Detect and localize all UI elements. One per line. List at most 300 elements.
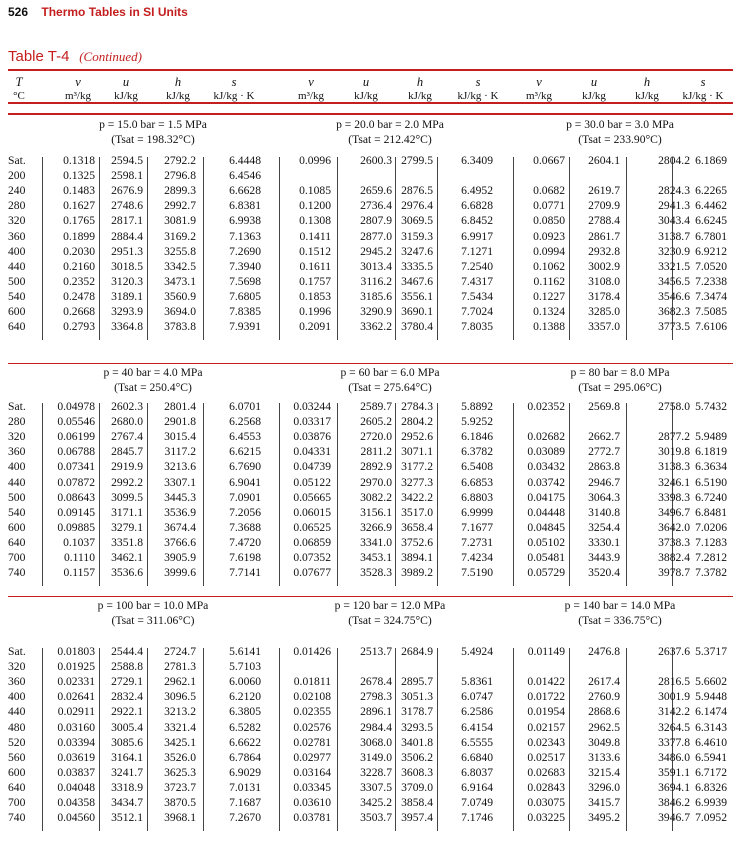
temperature-cell: Sat. <box>8 645 26 658</box>
table-cell: 6.3805 <box>229 705 261 719</box>
table-cell: 3215.4 <box>588 765 620 779</box>
table-cell: 6.4448 <box>229 154 261 167</box>
table-cell: 3415.7 <box>588 796 620 809</box>
col-header-unit: m³/kg <box>526 90 552 102</box>
table-cell: 2884.4 <box>111 229 143 243</box>
table-cell: 7.3474 <box>695 289 727 303</box>
table-cell: 7.7024 <box>461 305 493 318</box>
temperature-cell: 740 <box>8 566 26 580</box>
table-cell: 3133.6 <box>588 750 620 764</box>
table-cell: 0.04739 <box>293 460 331 474</box>
table-cell: 3321.5 <box>658 259 690 273</box>
table-cell: 0.03345 <box>293 780 331 794</box>
table-rule <box>8 102 733 104</box>
table-cell: 6.3409 <box>461 154 493 167</box>
table-cell: 2788.4 <box>588 214 620 228</box>
table-cell: 0.03619 <box>57 750 95 764</box>
col-header-symbol: u <box>590 75 598 89</box>
table-cell: 6.7864 <box>229 750 261 764</box>
table-cell: 3425.1 <box>164 735 196 749</box>
section-rule <box>8 363 733 364</box>
table-cell: 0.03317 <box>293 415 331 429</box>
table-cell: 3071.1 <box>401 445 433 459</box>
table-cell: 2877.0 <box>360 229 392 243</box>
table-cell: 3517.0 <box>401 505 433 519</box>
table-cell: 0.04048 <box>57 780 95 794</box>
table-cell: 0.1110 <box>63 551 95 564</box>
col-header-symbol: v <box>75 75 81 89</box>
table-cell: 3049.8 <box>588 735 620 749</box>
table-cell: 2678.4 <box>360 675 392 689</box>
table-cell: 6.0747 <box>461 690 493 704</box>
table-cell: 0.2091 <box>299 320 331 334</box>
section-caption-tsat: (Tsat = 233.90°C) <box>578 133 662 146</box>
table-cell: 3241.7 <box>111 765 143 779</box>
table-cell: 0.02683 <box>527 765 565 779</box>
table-cell: 3422.2 <box>401 490 433 504</box>
table-cell: 3999.6 <box>164 566 196 580</box>
table-cell: 7.5434 <box>461 289 493 303</box>
table-cell: 2951.3 <box>111 244 143 258</box>
table-cell: 2876.5 <box>401 184 433 198</box>
table-cell: 0.1062 <box>533 259 565 273</box>
table-cell: 0.05665 <box>293 490 331 504</box>
temperature-cell: 360 <box>8 675 26 689</box>
temperature-cell: 280 <box>8 415 26 429</box>
table-cell: 3858.4 <box>401 796 433 809</box>
table-cell: 3142.2 <box>658 705 690 719</box>
table-cell: 5.8892 <box>461 400 493 413</box>
table-cell: 2617.4 <box>588 675 620 689</box>
table-cell: 6.1474 <box>695 705 727 719</box>
table-cell: 0.02517 <box>527 750 565 764</box>
temperature-cell: 640 <box>8 320 26 334</box>
table-cell: 0.1899 <box>63 229 95 243</box>
table-cell: 2970.0 <box>360 475 392 489</box>
table-cell: 3357.0 <box>588 320 620 334</box>
table-cell: 0.05546 <box>57 415 95 429</box>
table-cell: 0.1200 <box>299 199 331 213</box>
table-cell: 3870.5 <box>164 796 196 809</box>
table-cell: 0.03225 <box>527 811 565 825</box>
table-cell: 7.1363 <box>229 229 261 243</box>
table-cell: 0.03075 <box>527 796 565 809</box>
table-cell: 3752.6 <box>401 535 433 549</box>
section-caption-pressure: p = 140 bar = 14.0 MPa <box>564 599 676 612</box>
table-cell: 2767.4 <box>111 430 143 444</box>
table-cell: 3285.0 <box>588 305 620 318</box>
table-cell: 2952.6 <box>401 430 433 444</box>
table-cell: 2602.3 <box>111 400 143 413</box>
table-cell: 6.9917 <box>461 229 493 243</box>
table-cell: 0.03160 <box>57 720 95 734</box>
table-cell: 7.2731 <box>461 535 493 549</box>
table-cell: 3503.7 <box>360 811 392 825</box>
table-cell: 2772.7 <box>588 445 620 459</box>
table-cell: 2984.4 <box>360 720 392 734</box>
table-cell: 2662.7 <box>588 430 620 444</box>
table-cell: 2816.5 <box>658 675 690 689</box>
table-cell: 3254.4 <box>588 520 620 534</box>
table-cell: 2899.3 <box>164 184 196 198</box>
table-cell: 3377.8 <box>658 735 690 749</box>
section-rule <box>8 596 733 597</box>
table-cell: 7.1677 <box>461 520 493 534</box>
table-cell: 7.1283 <box>695 535 727 549</box>
table-cell: 2476.8 <box>588 645 620 658</box>
table-cell: 0.01722 <box>527 690 565 704</box>
table-cell: 3723.7 <box>164 780 196 794</box>
table-cell: 0.1483 <box>63 184 95 198</box>
section-caption-pressure: p = 40 bar = 4.0 MPa <box>103 366 203 379</box>
table-cell: 3434.7 <box>111 796 143 809</box>
table-cell: 2946.7 <box>588 475 620 489</box>
table-cell: 2962.5 <box>588 720 620 734</box>
table-cell: 3978.7 <box>658 566 690 580</box>
temperature-cell: 700 <box>8 551 26 564</box>
table-cell: 0.06199 <box>57 430 95 444</box>
table-cell: 6.6853 <box>461 475 493 489</box>
table-cell: 2729.1 <box>111 675 143 689</box>
table-cell: 7.6198 <box>229 551 261 564</box>
table-cell: 3085.6 <box>111 735 143 749</box>
book-title: Thermo Tables in SI Units <box>41 5 188 19</box>
table-cell: 7.2056 <box>229 505 261 519</box>
table-cell: 2932.8 <box>588 244 620 258</box>
table-cell: 0.01149 <box>527 645 565 658</box>
table-cell: 3591.1 <box>658 765 690 779</box>
temperature-cell: 400 <box>8 690 26 704</box>
table-cell: 3473.1 <box>164 274 196 288</box>
col-header-unit: kJ/kg <box>582 90 606 102</box>
temperature-cell: 320 <box>8 660 26 674</box>
table-cell: 0.1162 <box>533 274 565 288</box>
table-cell: 0.1627 <box>63 199 95 213</box>
table-cell: 2868.6 <box>588 705 620 719</box>
table-cell: 2804.2 <box>401 415 433 429</box>
table-cell: 3213.2 <box>164 705 196 719</box>
table-cell: 0.04448 <box>527 505 565 519</box>
table-cell: 3362.2 <box>360 320 392 334</box>
table-cell: 7.5190 <box>461 566 493 580</box>
table-cell: 3351.8 <box>111 535 143 549</box>
table-cell: 0.03432 <box>527 460 565 474</box>
table-cell: 3138.7 <box>658 229 690 243</box>
col-header-unit: kJ/kg <box>166 90 190 102</box>
table-cell: 0.1308 <box>299 214 331 228</box>
col-header-symbol: s <box>231 75 237 89</box>
table-cell: 6.4546 <box>229 169 261 183</box>
temperature-cell: 520 <box>8 735 26 749</box>
table-cell: 7.5698 <box>229 274 261 288</box>
table-cell: 0.03781 <box>293 811 331 825</box>
table-cell: 6.8326 <box>695 780 727 794</box>
table-cell: 3335.5 <box>401 259 433 273</box>
table-cell: 7.2540 <box>461 259 493 273</box>
table-cell: 2801.4 <box>164 400 196 413</box>
table-cell: 5.9252 <box>461 415 493 429</box>
section-caption-tsat: (Tsat = 295.06°C) <box>578 381 662 394</box>
table-rule <box>8 113 733 115</box>
table-cell: 0.01803 <box>57 645 95 658</box>
table-cell: 0.1512 <box>299 244 331 258</box>
table-cell: 7.8385 <box>229 305 261 318</box>
table-cell: 0.05481 <box>527 551 565 564</box>
table-cell: 3164.1 <box>111 750 143 764</box>
table-cell: 7.1271 <box>461 244 493 258</box>
table-cell: 3536.9 <box>164 505 196 519</box>
table-cell: 3321.4 <box>164 720 196 734</box>
temperature-cell: 640 <box>8 535 26 549</box>
table-cell: 3189.1 <box>111 289 143 303</box>
table-cell: 2811.2 <box>360 445 392 459</box>
table-cell: 7.0520 <box>695 259 727 273</box>
table-cell: 3608.3 <box>401 765 433 779</box>
table-cell: 7.2690 <box>229 244 261 258</box>
table-cell: 6.8381 <box>229 199 261 213</box>
table-cell: 0.08643 <box>57 490 95 504</box>
table-cell: 2637.6 <box>658 645 690 658</box>
table-cell: 5.9448 <box>695 690 727 704</box>
temperature-cell: Sat. <box>8 154 26 167</box>
table-cell: 3213.6 <box>164 460 196 474</box>
table-cell: 3177.2 <box>401 460 433 474</box>
table-cell: 7.7141 <box>229 566 261 580</box>
table-cell: 2962.1 <box>164 675 196 689</box>
table-cell: 3051.3 <box>401 690 433 704</box>
table-cell: 0.01925 <box>57 660 95 674</box>
table-cell: 6.9041 <box>229 475 261 489</box>
table-cell: 2976.4 <box>401 199 433 213</box>
table-cell: 6.8803 <box>461 490 493 504</box>
table-cell: 6.6840 <box>461 750 493 764</box>
table-cell: 6.7801 <box>695 229 727 243</box>
table-cell: 6.9212 <box>695 244 727 258</box>
table-cell: 0.0996 <box>299 154 331 167</box>
table-cell: 3228.7 <box>360 765 392 779</box>
temperature-cell: 360 <box>8 229 26 243</box>
table-cell: 0.03089 <box>527 445 565 459</box>
table-cell: 3456.5 <box>658 274 690 288</box>
table-cell: 6.8037 <box>461 765 493 779</box>
table-cell: 2796.8 <box>164 169 196 183</box>
section-caption-tsat: (Tsat = 336.75°C) <box>578 614 662 627</box>
table-cell: 0.1996 <box>299 305 331 318</box>
table-cell: 3178.4 <box>588 289 620 303</box>
temperature-cell: 480 <box>8 720 26 734</box>
table-cell: 2600.3 <box>360 154 392 167</box>
table-cell: 0.1757 <box>299 274 331 288</box>
table-cell: 6.7240 <box>695 490 727 504</box>
col-header-symbol: h <box>643 75 651 89</box>
table-cell: 6.5408 <box>461 460 493 474</box>
temperature-cell: 400 <box>8 244 26 258</box>
table-cell: 6.5941 <box>695 750 727 764</box>
temperature-cell: 600 <box>8 520 26 534</box>
table-cell: 0.2793 <box>63 320 95 334</box>
table-cell: 3709.0 <box>401 780 433 794</box>
table-cell: 3694.0 <box>164 305 196 318</box>
table-cell: 0.02576 <box>293 720 331 734</box>
table-cell: 6.3782 <box>461 445 493 459</box>
temperature-cell: 500 <box>8 274 26 288</box>
col-header-unit: kJ/kg <box>354 90 378 102</box>
table-cell: 2680.0 <box>111 415 143 429</box>
temperature-cell: 400 <box>8 460 26 474</box>
table-cell: 2684.9 <box>401 645 433 658</box>
section-caption-tsat: (Tsat = 275.64°C) <box>348 381 432 394</box>
table-cell: 0.1765 <box>63 214 95 228</box>
table-cell: 6.6828 <box>461 199 493 213</box>
table-cell: 0.0771 <box>533 199 565 213</box>
table-cell: 6.6622 <box>229 735 261 749</box>
table-cell: 3005.4 <box>111 720 143 734</box>
table-cell: 0.1411 <box>299 229 331 243</box>
table-cell: 7.4317 <box>461 274 493 288</box>
table-cell: 0.02911 <box>57 705 95 719</box>
table-cell: 3255.8 <box>164 244 196 258</box>
table-cell: 0.0850 <box>533 214 565 228</box>
table-cell: 2832.4 <box>111 690 143 704</box>
col-header-unit: m³/kg <box>65 90 91 102</box>
table-cell: 0.02641 <box>57 690 95 704</box>
table-cell: 7.8035 <box>461 320 493 334</box>
temperature-cell: 440 <box>8 259 26 273</box>
table-cell: 6.0701 <box>229 400 261 413</box>
table-cell: 2824.3 <box>658 184 690 198</box>
table-cell: 2941.3 <box>658 199 690 213</box>
table-rule <box>8 69 733 71</box>
table-cell: 3156.1 <box>360 505 392 519</box>
table-cell: 3099.5 <box>111 490 143 504</box>
section-caption-tsat: (Tsat = 324.75°C) <box>348 614 432 627</box>
table-cell: 2709.9 <box>588 199 620 213</box>
table-cell: 2724.7 <box>164 645 196 658</box>
temperature-cell: 500 <box>8 490 26 504</box>
table-cell: 3486.0 <box>658 750 690 764</box>
table-cell: 3169.2 <box>164 229 196 243</box>
table-cell: 6.1869 <box>695 154 727 167</box>
table-cell: 3556.1 <box>401 289 433 303</box>
section-caption-tsat: (Tsat = 311.06°C) <box>111 614 195 627</box>
table-cell: 3117.2 <box>164 445 196 459</box>
table-cell: 0.04560 <box>57 811 95 825</box>
section-caption-pressure: p = 30.0 bar = 3.0 MPa <box>566 118 674 131</box>
table-cell: 3293.5 <box>401 720 433 734</box>
table-cell: 3246.1 <box>658 475 690 489</box>
table-cell: 0.1157 <box>63 566 95 580</box>
table-cell: 3330.1 <box>588 535 620 549</box>
table-cell: 0.0994 <box>533 244 565 258</box>
table-cell: 3043.4 <box>658 214 690 228</box>
table-cell: 0.02157 <box>527 720 565 734</box>
table-cell: 7.6805 <box>229 289 261 303</box>
table-cell: 3230.9 <box>658 244 690 258</box>
table-cell: 0.1611 <box>299 259 331 273</box>
table-cell: 5.7432 <box>695 400 727 413</box>
table-cell: 3398.3 <box>658 490 690 504</box>
table-cell: 7.0952 <box>695 811 727 825</box>
table-cell: 0.1227 <box>533 289 565 303</box>
col-header-symbol: u <box>362 75 370 89</box>
table-cell: 3171.1 <box>111 505 143 519</box>
table-cell: 3968.1 <box>164 811 196 825</box>
table-cell: 6.9999 <box>461 505 493 519</box>
table-cell: 6.6628 <box>229 184 261 198</box>
section-caption-pressure: p = 120 bar = 12.0 MPa <box>334 599 446 612</box>
table-cell: 0.2030 <box>63 244 95 258</box>
table-cell: 3536.6 <box>111 566 143 580</box>
table-cell: 3296.0 <box>588 780 620 794</box>
table-cell: 3138.3 <box>658 460 690 474</box>
table-cell: 6.8481 <box>695 505 727 519</box>
table-cell: 2845.7 <box>111 445 143 459</box>
table-cell: 2659.6 <box>360 184 392 198</box>
table-cell: 7.2670 <box>229 811 261 825</box>
table-cell: 2784.3 <box>401 400 433 413</box>
table-cell: 0.02343 <box>527 735 565 749</box>
table-cell: 0.04845 <box>527 520 565 534</box>
table-cell: 3766.6 <box>164 535 196 549</box>
table-cell: 5.6602 <box>695 675 727 689</box>
table-cell: 6.2586 <box>461 705 493 719</box>
table-cell: 2799.5 <box>401 154 433 167</box>
table-cell: 3443.9 <box>588 551 620 564</box>
table-cell: 3178.7 <box>401 705 433 719</box>
table-cell: 6.9939 <box>695 796 727 809</box>
table-cell: 6.4952 <box>461 184 493 198</box>
table-cell: 2792.2 <box>164 154 196 167</box>
table-cell: 0.02781 <box>293 735 331 749</box>
table-cell: 3069.5 <box>401 214 433 228</box>
table-cell: 0.03394 <box>57 735 95 749</box>
table-cell: 7.4720 <box>229 535 261 549</box>
table-cell: 2922.1 <box>111 705 143 719</box>
table-cell: 3467.6 <box>401 274 433 288</box>
table-cell: 2598.1 <box>111 169 143 183</box>
table-cell: 5.9489 <box>695 430 727 444</box>
table-cell: 6.6245 <box>695 214 727 228</box>
table-cell: 0.06788 <box>57 445 95 459</box>
table-cell: 3149.0 <box>360 750 392 764</box>
table-cell: 0.2160 <box>63 259 95 273</box>
table-cell: 7.0206 <box>695 520 727 534</box>
table-continued: (Continued) <box>79 49 143 64</box>
col-header-temp-unit: °C <box>13 90 25 102</box>
table-cell: 0.1324 <box>533 305 565 318</box>
table-cell: 0.02355 <box>293 705 331 719</box>
table-cell: 0.01426 <box>293 645 331 658</box>
table-cell: 3266.9 <box>360 520 392 534</box>
temperature-cell: 600 <box>8 765 26 779</box>
table-cell: 0.02108 <box>293 690 331 704</box>
table-cell: 0.04175 <box>527 490 565 504</box>
table-cell: 0.0667 <box>533 154 565 167</box>
table-cell: 0.01811 <box>293 675 331 689</box>
table-cell: 2569.8 <box>588 400 620 413</box>
col-header-symbol: h <box>416 75 424 89</box>
temperature-cell: 540 <box>8 289 26 303</box>
temperature-cell: 700 <box>8 796 26 809</box>
table-cell: 2901.8 <box>164 415 196 429</box>
table-cell: 3506.2 <box>401 750 433 764</box>
table-cell: 5.3717 <box>695 645 727 658</box>
table-cell: 3946.7 <box>658 811 690 825</box>
table-cell: 0.1085 <box>299 184 331 198</box>
table-cell: 0.06015 <box>293 505 331 519</box>
table-cell: 3496.7 <box>658 505 690 519</box>
table-cell: 0.05102 <box>527 535 565 549</box>
